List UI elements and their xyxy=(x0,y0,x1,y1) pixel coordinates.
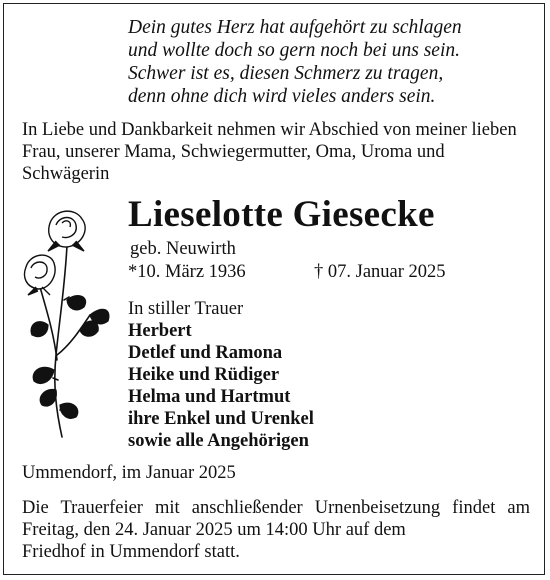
place-date: Ummendorf, im Januar 2025 xyxy=(22,463,236,483)
service-text-end: Friedhof in Ummendorf statt. xyxy=(22,542,240,562)
mourner-name: ihre Enkel und Urenkel xyxy=(128,409,314,429)
poem-line: Schwer ist es, diesen Schmerz zu tragen, xyxy=(128,63,444,84)
mourners-block xyxy=(128,298,428,452)
maiden-name: geb. Neuwirth xyxy=(130,239,236,259)
poem-line: und wollte doch so gern noch bei uns sein. xyxy=(128,40,461,61)
poem-line: Dein gutes Herz hat aufgehört zu schlagen xyxy=(128,17,462,38)
mourner-name: sowie alle Angehörigen xyxy=(128,431,309,451)
mourner-name: Herbert xyxy=(128,321,192,341)
poem xyxy=(128,16,528,108)
mourner-name: Helma und Hartmut xyxy=(128,387,291,407)
birth-date: *10. März 1936 xyxy=(128,262,246,282)
intro-text: In Liebe und Dankbarkeit nehmen wir Abschied von meiner lieben Frau, unserer Mama, Schwiegermutter, Oma, Uroma und Schwägerin xyxy=(22,120,517,184)
mourner-name: Detlef und Ramona xyxy=(128,343,283,363)
poem-line: denn ohne dich wird vieles anders sein. xyxy=(128,86,436,107)
service-text: Die Trauerfeier mit anschließender Urnenbeisetzung findet am Freitag, den 24. Januar 2025 um 14:00 Uhr auf dem xyxy=(22,498,530,540)
mourning-phrase: In stiller Trauer xyxy=(128,299,244,319)
death-date: † 07. Januar 2025 xyxy=(314,262,446,282)
rose-icon xyxy=(20,205,120,445)
service-notice xyxy=(22,497,530,563)
deceased-name: Lieselotte Giesecke xyxy=(128,194,435,235)
mourner-name: Heike und Rüdiger xyxy=(128,365,280,385)
